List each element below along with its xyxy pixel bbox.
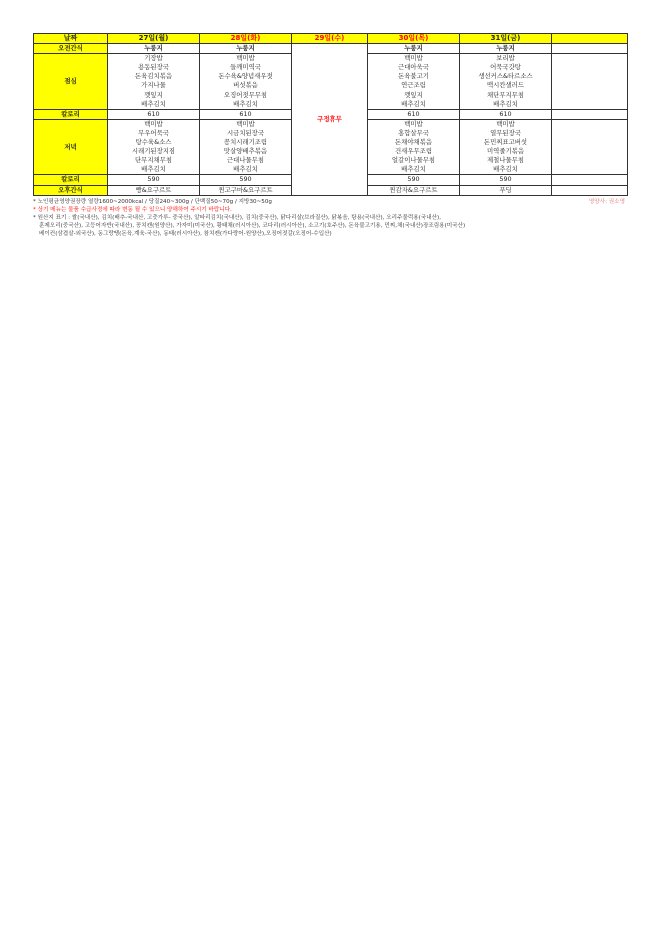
kcal-cell: 590 [368,175,460,185]
lunch-item: 들깨미역국 [200,63,292,72]
snack-cell: 찐고구마&요구르트 [200,185,292,195]
lunch-item: 깻잎지 [368,91,460,100]
snack-cell: 누룽지 [460,44,552,54]
morning-snack-row [34,44,628,54]
dinner-item: 배추김치 [368,165,460,175]
snack-cell: 푸딩 [460,185,552,195]
dinner-item: 꽁치시래기조림 [200,138,292,147]
dinner-item: 맛살양배추볶음 [200,147,292,156]
row-label: 오전간식 [34,44,108,54]
dinner-item: 무우어묵국 [108,129,200,138]
lunch-item: 보리밥 [460,54,552,64]
kcal-cell: 610 [108,109,200,119]
row-label: 오후간식 [34,185,108,195]
blank-cell [552,72,628,81]
kcal-cell: 610 [368,109,460,119]
blank-cell [552,109,628,119]
dinner-item: 건새우무조림 [368,147,460,156]
blank-header [552,34,628,44]
snack-cell: 누룽지 [200,44,292,54]
blank-cell [552,91,628,100]
menu-sheet [33,33,627,238]
lunch-item: 맥시칸샐러드 [460,81,552,90]
lunch-item: 오징어젓무무침 [200,91,292,100]
weekly-menu-table [33,33,628,196]
change-notice: * 상기 메뉴는 물품 수급사정에 따라 변동 될 수 있으니 양해하여 주시기 바랍니다. [33,206,232,213]
dinner-item: 시래기된장지짐 [108,147,200,156]
origin-note-3: 베이컨(삼겹살-외국산), 동그랑땡(돈육,계육-국산), 동태(러시아산), 참치캔(가다랑어-원양산),오징어젓갈(오징어-수입산) [39,230,332,237]
blank-cell [552,100,628,110]
dinner-item: 제철나물무침 [460,156,552,165]
lunch-item: 돈육김치볶음 [108,72,200,81]
day-header: 28일(화) [200,34,292,44]
lunch-item: 배추김치 [460,100,552,110]
row-label: 칼로리 [34,175,108,185]
dinner-item: 백미밥 [368,119,460,129]
snack-cell: 누룽지 [108,44,200,54]
date-label: 날짜 [34,34,108,44]
row-label: 칼로리 [34,109,108,119]
lunch-item: 연근조림 [368,81,460,90]
row-label: 저녁 [34,119,108,175]
lunch-item: 기장밥 [108,54,200,64]
lunch-item: 생선커스&타르소스 [460,72,552,81]
origin-note-1: * 원산지 표기 : 쌀(국내산), 김치(배추-국내산, 고춧가루- 중국산), 알타리김치(국내산), 김치(중국산), 닭다리살(브라질산), 닭볶음, 탕용(국내산), 오리주물럭용(국내산), [33,214,442,221]
lunch-item: 근대아욱국 [368,63,460,72]
dinner-item: 백미밥 [200,119,292,129]
blank-cell [552,81,628,90]
lunch-item: 돈육불고기 [368,72,460,81]
blank-cell [552,129,628,138]
kcal-cell: 610 [200,109,292,119]
dinner-item: 열무된장국 [460,129,552,138]
blank-cell [552,165,628,175]
lunch-item: 배추김치 [108,100,200,110]
day-header: 27일(월) [108,34,200,44]
dinner-item: 미역줄기볶음 [460,147,552,156]
lunch-item: 어묵국갓탕 [460,63,552,72]
lunch-item: 버섯볶음 [200,81,292,90]
dinner-item: 탕수육&소스 [108,138,200,147]
dinner-item: 돈민찌표고버섯 [460,138,552,147]
nutrition-note: * 노인평균영양권장량 열량1600~2000kcal / 당질240~300g / 단백질50~70g / 지방30~50g [33,198,272,205]
notes-section [33,198,627,238]
lunch-item: 백미밥 [200,54,292,64]
dinner-item: 배추김치 [108,165,200,175]
snack-cell: 누룽지 [368,44,460,54]
dinner-item: 단무지채무침 [108,156,200,165]
holiday-cell: 구정휴무 [292,44,368,196]
kcal-cell: 590 [200,175,292,185]
dinner-item: 얼갈이나물무침 [368,156,460,165]
blank-cell [552,185,628,195]
blank-cell [552,54,628,64]
dietitian-label: 영양사: 권소영 [588,198,625,205]
snack-cell: 찐감자&요구르트 [368,185,460,195]
kcal-cell: 590 [108,175,200,185]
dinner-item: 시금치된장국 [200,129,292,138]
row-label: 점심 [34,54,108,110]
blank-cell [552,119,628,129]
lunch-item: 가지나물 [108,81,200,90]
lunch-item: 돈수육&양념새우젓 [200,72,292,81]
dinner-item: 돈채야채볶음 [368,138,460,147]
blank-cell [552,147,628,156]
lunch-item: 배추김치 [368,100,460,110]
lunch-item: 채단무지무침 [460,91,552,100]
lunch-item: 배추김치 [200,100,292,110]
day-header: 29일(수) [292,34,368,44]
lunch-item: 백미밥 [368,54,460,64]
blank-cell [552,138,628,147]
day-header: 31일(금) [460,34,552,44]
day-header: 30일(목) [368,34,460,44]
lunch-item: 용동된장국 [108,63,200,72]
dinner-item: 백미밥 [460,119,552,129]
kcal-cell: 590 [460,175,552,185]
dinner-item: 홍합살무국 [368,129,460,138]
origin-note-2: 훈제오리(중국산), 고등어자반(국내산), 꽁치캔(원양산), 가자미(미국산), 황태채(러시아산), 코다리(러시아산), 소고기(호주산), 돈육불고기용, 민찌,채(국내산)장조림용(미국산) [39,222,466,229]
blank-cell [552,44,628,54]
blank-cell [552,156,628,165]
dinner-item: 근대나물무침 [200,156,292,165]
dinner-item: 배추김치 [460,165,552,175]
blank-cell [552,175,628,185]
dinner-item: 백미밥 [108,119,200,129]
lunch-item: 깻잎지 [108,91,200,100]
blank-cell [552,63,628,72]
kcal-cell: 610 [460,109,552,119]
dinner-item: 배추김치 [200,165,292,175]
header-row [34,34,628,44]
snack-cell: 빵&요구르트 [108,185,200,195]
